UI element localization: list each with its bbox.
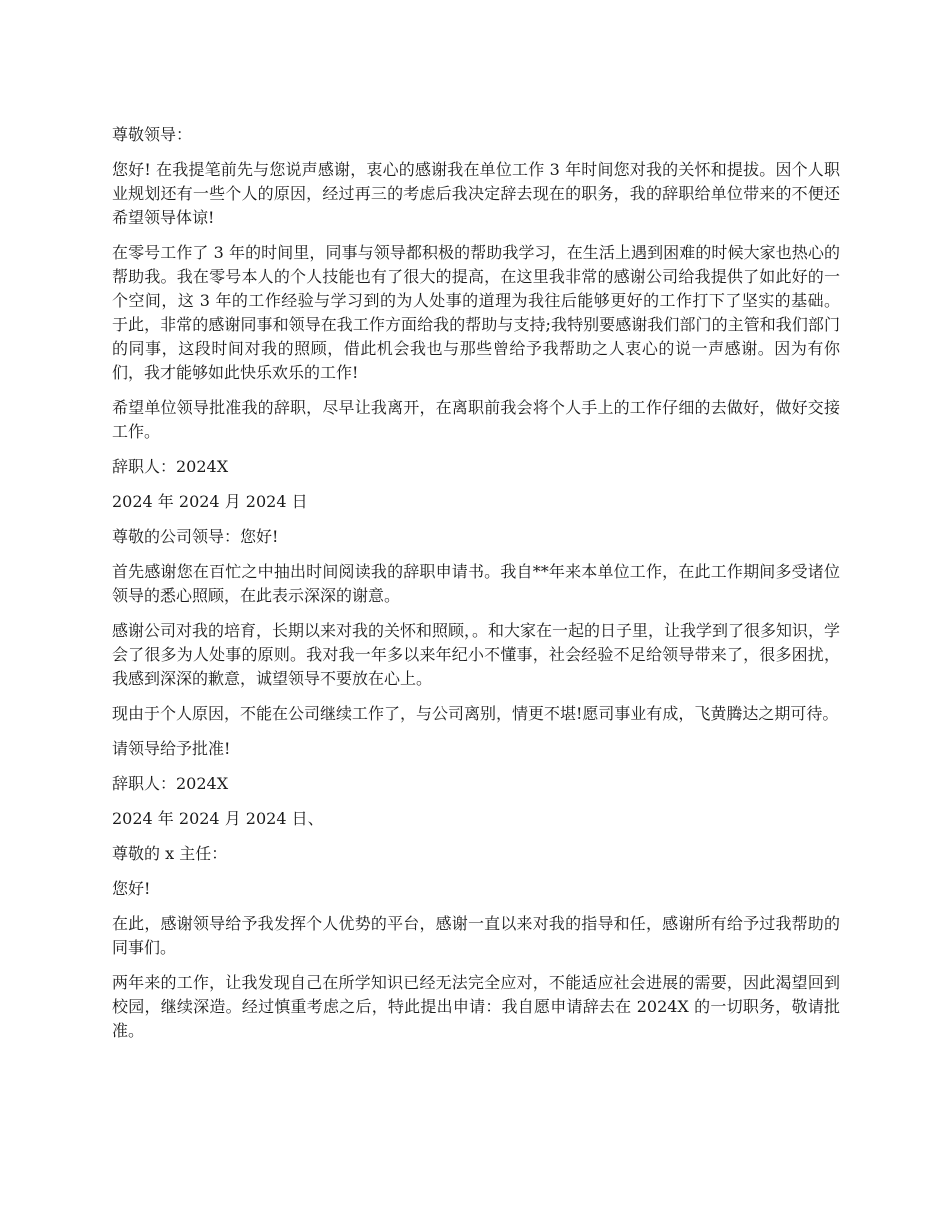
salutation-3: 尊敬的 x 主任： [112, 844, 228, 863]
date-2: 2024 年 2024 月 2024 日、 [112, 809, 324, 828]
letter-2-paragraph-1: 首先感谢您在百忙之中抽出时间阅读我的辞职申请书。我自**年来本单位工作，在此工作期间多受诸位领导的悉心照顾，在此表示深深的谢意。 [112, 562, 840, 605]
signature-2: 辞职人：2024X [112, 774, 229, 793]
salutation-2: 尊敬的公司领导：您好! [112, 527, 279, 546]
document-body [112, 123, 840, 1054]
letter-2-paragraph-2: 感谢公司对我的培育，长期以来对我的关怀和照顾，。和大家在一起的日子里，让我学到了很多知识，学会了很多为人处事的原则。我对我一年多以来年纪小不懂事，社会经验不足给领导带来了，很多困扰，我感到深深的歉意，诚望领导不要放在心上。 [112, 621, 841, 688]
date-1: 2024 年 2024 月 2024 日 [112, 492, 308, 511]
salutation-1: 尊敬领导： [112, 125, 193, 144]
letter-1-paragraph-2: 在零号工作了 3 年的时间里，同事与领导都积极的帮助我学习，在生活上遇到困难的时候大家也热心的帮助我。我在零号本人的个人技能也有了很大的提高，在这里我非常的感谢公司给我提供了如此好的一个空间，这 3 年的工作经验与学习到的为人处事的道理为我往后能够更好的工作打下了坚实的基础。 于此，非常的感谢同事和领导在我工作方面给我的帮助与支持;我特别要感谢我们部门的主管和我们部门的同事，这段时间对我的照顾，借此机会我也与那些曾给予我帮助之人衷心的说一声感谢。因为有你们，我才能够如此快乐欢乐的工作! [112, 243, 840, 382]
greeting-3: 您好! [112, 879, 151, 898]
letter-2-paragraph-3: 现由于个人原因，不能在公司继续工作了，与公司离别，情更不堪!愿司事业有成，飞黄腾达之期可待。 [112, 704, 839, 723]
letter-1-paragraph-1: 您好! 在我提笔前先与您说声感谢，衷心的感谢我在单位工作 3 年时间您对我的关怀和提拔。因个人职业规划还有一些个人的原因，经过再三的考虑后我决定辞去现在的职务，我的辞职给单位带来的不便还希望领导体谅! [112, 160, 840, 227]
signature-1: 辞职人：2024X [112, 457, 229, 476]
letter-1-paragraph-3: 希望单位领导批准我的辞职，尽早让我离开，在离职前我会将个人手上的工作仔细的去做好，做好交接工作。 [112, 398, 840, 441]
letter-3-paragraph-1: 在此，感谢领导给予我发挥个人优势的平台，感谢一直以来对我的指导和任，感谢所有给予过我帮助的同事们。 [112, 914, 840, 957]
letter-2-request: 请领导给予批准! [112, 739, 231, 758]
letter-3-paragraph-2: 两年来的工作，让我发现自己在所学知识已经无法完全应对，不能适应社会进展的需要，因此渴望回到校园，继续深造。经过慎重考虑之后，特此提出申请：我自愿申请辞去在 2024X 的一切职务，敬请批准。 [112, 973, 840, 1040]
